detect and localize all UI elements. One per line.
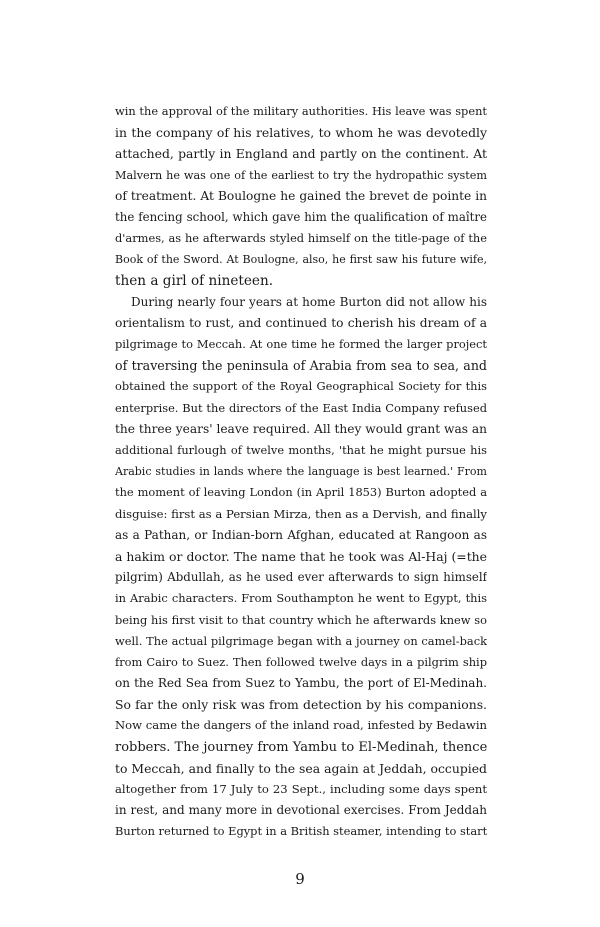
text-line: Burton returned to Egypt in a British steamer, intending to start xyxy=(115,824,487,839)
text-line: altogether from 17 July to 23 Sept., including some days spent xyxy=(115,782,487,796)
text-line: in Arabic characters. From Southampton he went to Egypt, this xyxy=(115,591,487,606)
text-line: attached, partly in England and partly on the continent. At xyxy=(115,146,487,162)
text-line: from Cairo to Suez. Then followed twelve days in a pilgrim ship xyxy=(115,654,487,669)
text-line: pilgrimage to Meccah. At one time he formed the larger project xyxy=(115,337,487,352)
text-line: on the Red Sea from Suez to Yambu, the port of El-Medinah. xyxy=(115,676,487,691)
text-line: the three years' leave required. All they would grant was an xyxy=(115,421,487,436)
text-line: being his first visit to that country which he afterwards knew so xyxy=(115,612,487,627)
body-text xyxy=(115,101,487,843)
text-line: of traversing the peninsula of Arabia from sea to sea, and xyxy=(115,358,487,374)
text-line: robbers. The journey from Yambu to El-Medinah, thence xyxy=(115,739,487,755)
text-line: Malvern he was one of the earliest to try the hydropathic system xyxy=(115,168,487,182)
text-line: Now came the dangers of the inland road, infested by Bedawin xyxy=(115,718,487,733)
text-line: enterprise. But the directors of the East India Company refused xyxy=(115,400,487,415)
text-line: then a girl of nineteen. xyxy=(115,272,274,289)
text-line: of treatment. At Boulogne he gained the brevet de pointe in xyxy=(115,188,487,203)
text-line: During nearly four years at home Burton did not allow his xyxy=(131,294,487,309)
text-line: to Meccah, and finally to the sea again at Jeddah, occupied xyxy=(115,760,487,776)
text-line: as a Pathan, or Indian-born Afghan, educated at Rangoon as xyxy=(115,527,487,542)
text-line: obtained the support of the Royal Geographical Society for this xyxy=(115,379,487,394)
text-line: well. The actual pilgrimage began with a journey on camel-back xyxy=(115,633,487,648)
text-line: d'armes, as he afterwards styled himself on the title-page of the xyxy=(115,231,487,246)
page-number: 9 xyxy=(295,870,305,888)
text-line: Book of the Sword. At Boulogne, also, he first saw his future wife, xyxy=(115,253,487,267)
text-line: the fencing school, which gave him the qualification of maître xyxy=(115,209,487,224)
text-line: So far the only risk was from detection by his companions. xyxy=(115,697,487,713)
text-line: additional furlough of twelve months, 'that he might pursue his xyxy=(115,443,487,457)
text-line: win the approval of the military authorities. His leave was spent xyxy=(115,104,487,118)
text-line: in rest, and many more in devotional exercises. From Jeddah xyxy=(115,803,487,818)
text-line: disguise: first as a Persian Mirza, then as a Dervish, and finally xyxy=(115,506,487,521)
text-line: the moment of leaving London (in April 1853) Burton adopted a xyxy=(115,485,487,500)
text-line: pilgrim) Abdullah, as he used ever afterwards to sign himself xyxy=(115,570,487,585)
text-line: orientalism to rust, and continued to cherish his dream of a xyxy=(115,315,487,330)
text-line: Arabic studies in lands where the language is best learned.' From xyxy=(115,465,487,479)
text-line: a hakim or doctor. The name that he took was Al-Haj (=the xyxy=(115,548,487,564)
text-line: in the company of his relatives, to whom he was devotedly xyxy=(115,125,487,141)
